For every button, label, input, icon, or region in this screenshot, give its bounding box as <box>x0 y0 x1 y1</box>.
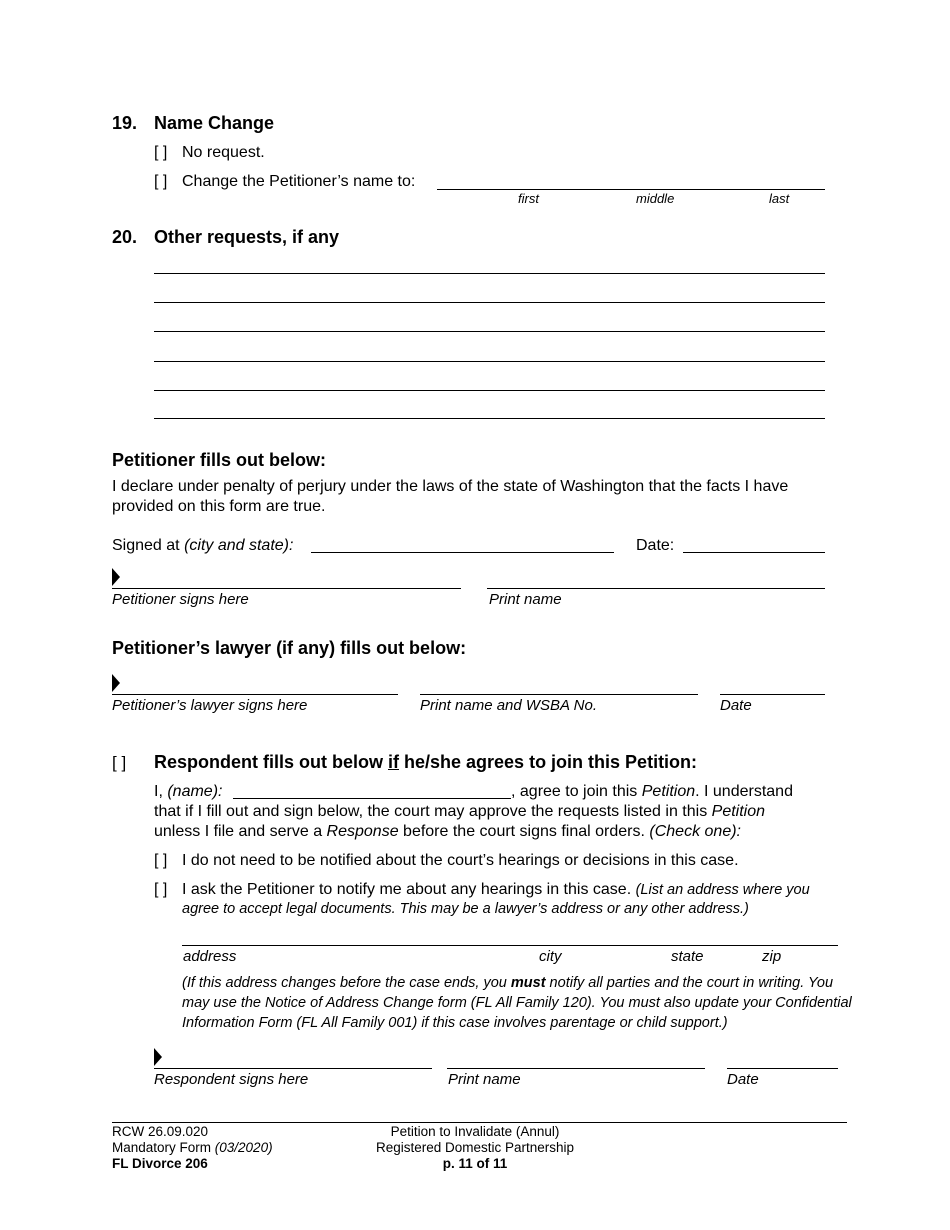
respondent-print-name-caption: Print name <box>448 1071 521 1088</box>
address-note-line-1 <box>182 975 833 991</box>
other-requests-line[interactable] <box>154 302 825 303</box>
respondent-line-1 <box>154 783 222 801</box>
respondent-i: I, <box>154 783 168 800</box>
other-requests-line[interactable] <box>154 361 825 362</box>
respondent-heading-if: if <box>388 752 399 772</box>
new-name-field[interactable] <box>437 189 825 190</box>
change-name-label: Change the Petitioner’s name to: <box>182 173 416 190</box>
respondent-date-field[interactable] <box>727 1068 838 1069</box>
print-name-caption: Print name <box>489 591 562 608</box>
city-state-text: (city and state): <box>184 537 294 554</box>
address-note-line-3: Information Form (FL All Family 001) if this case involves parentage or child support.) <box>182 1015 728 1031</box>
city-caption: city <box>539 948 562 965</box>
first-name-caption: first <box>518 191 539 206</box>
notify-note-line-2: agree to accept legal documents. This may be a lawyer’s address or any other address.) <box>182 901 749 917</box>
footer-title-2: Registered Domestic Partnership <box>375 1140 575 1155</box>
respondent-petition-word: Petition <box>641 783 696 800</box>
petitioner-signature-field[interactable] <box>112 588 461 589</box>
respondent-heading-pre: Respondent fills out below <box>154 752 388 772</box>
footer-divider <box>112 1122 847 1123</box>
lawyer-heading: Petitioner’s lawyer (if any) fills out below: <box>112 638 467 658</box>
signed-at-text: Signed at <box>112 537 180 554</box>
wsba-caption: Print name and WSBA No. <box>420 697 598 714</box>
zip-caption: zip <box>762 948 782 965</box>
respondent-join-checkbox[interactable]: [ ] <box>112 753 127 772</box>
other-requests-line[interactable] <box>154 390 825 391</box>
lawyer-signs-caption: Petitioner’s lawyer signs here <box>112 697 308 714</box>
respondent-response-word: Response <box>326 823 399 840</box>
respondent-line-2 <box>154 803 765 821</box>
respondent-signature-field[interactable] <box>154 1068 432 1069</box>
respondent-line-1-end <box>511 783 793 801</box>
footer-mandatory <box>112 1140 273 1156</box>
other-requests-line[interactable] <box>154 331 825 332</box>
change-name-checkbox[interactable]: [ ] <box>154 173 168 190</box>
other-requests-line[interactable] <box>154 273 825 274</box>
notify-checkbox[interactable]: [ ] <box>154 881 168 898</box>
section-19-title: Name Change <box>154 113 275 133</box>
respondent-line-2-petition: Petition <box>711 803 766 820</box>
notify-note: (List an address where you <box>635 882 810 898</box>
lawyer-print-name-field[interactable] <box>420 694 698 695</box>
sign-here-arrow-icon <box>112 674 120 692</box>
city-state-field[interactable] <box>311 552 614 553</box>
petitioner-heading: Petitioner fills out below: <box>112 450 327 470</box>
sign-here-arrow-icon <box>112 568 120 586</box>
middle-name-caption: middle <box>636 191 675 206</box>
address-note-line-2: may use the Notice of Address Change form (FL All Family 120). You must also update your Confidential <box>182 995 852 1011</box>
footer-title-1: Petition to Invalidate (Annul) <box>390 1124 560 1139</box>
footer-left <box>112 1124 273 1172</box>
no-notify-checkbox[interactable]: [ ] <box>154 852 168 869</box>
last-name-caption: last <box>769 191 790 206</box>
notify-label <box>182 881 810 899</box>
respondent-line-3 <box>154 823 741 841</box>
other-requests-line[interactable] <box>154 418 825 419</box>
petitioner-print-name-field[interactable] <box>487 588 825 589</box>
footer-mandatory-text: Mandatory Form <box>112 1140 215 1155</box>
date-field[interactable] <box>683 552 825 553</box>
address-field[interactable] <box>182 945 838 946</box>
respondent-line-2-text: that if I fill out and sign below, the court may approve the requests listed in this <box>154 803 712 820</box>
state-caption: state <box>671 948 704 965</box>
sign-here-arrow-icon <box>154 1048 162 1066</box>
section-20-title: Other requests, if any <box>154 227 340 247</box>
declaration-line-1: I declare under penalty of perjury under the laws of the state of Washington that the facts I have <box>112 478 789 495</box>
respondent-heading <box>154 752 697 773</box>
footer-page-number: p. 11 of 11 <box>442 1156 508 1171</box>
lawyer-date-field[interactable] <box>720 694 825 695</box>
section-20-number: 20. <box>112 227 138 247</box>
footer-form-id: FL Divorce 206 <box>112 1156 208 1171</box>
petitioner-signs-caption: Petitioner signs here <box>112 591 249 608</box>
address-note-must: must <box>510 975 546 991</box>
section-19-number: 19. <box>112 113 138 133</box>
respondent-signs-caption: Respondent signs here <box>154 1071 309 1088</box>
date-label: Date: <box>636 537 675 554</box>
respondent-understand-text: . I understand <box>695 783 793 800</box>
address-caption: address <box>183 948 237 965</box>
respondent-heading-post: he/she agrees to join this Petition: <box>399 752 698 772</box>
footer-mandatory-date: (03/2020) <box>214 1140 273 1155</box>
respondent-name-field[interactable] <box>233 798 511 799</box>
no-request-label: No request. <box>182 144 265 161</box>
respondent-line-3-pre: unless I file and serve a <box>154 823 327 840</box>
address-note-pre: (If this address changes before the case ends, you <box>182 975 511 991</box>
no-notify-label: I do not need to be notified about the court’s hearings or decisions in this case. <box>182 852 739 869</box>
respondent-print-name-field[interactable] <box>447 1068 705 1069</box>
notify-text: I ask the Petitioner to notify me about any hearings in this case. <box>182 881 632 898</box>
address-note-post: notify all parties and the court in writing. You <box>545 975 834 991</box>
lawyer-signature-field[interactable] <box>112 694 398 695</box>
no-request-checkbox[interactable]: [ ] <box>154 144 168 161</box>
respondent-agree-text: , agree to join this <box>511 783 642 800</box>
respondent-date-caption: Date <box>727 1071 759 1088</box>
footer-rcw: RCW 26.09.020 <box>112 1124 209 1139</box>
lawyer-date-caption: Date <box>720 697 752 714</box>
respondent-name-label: (name): <box>167 783 223 800</box>
declaration-line-2: provided on this form are true. <box>112 498 326 515</box>
respondent-line-3-post: before the court signs final orders. <box>398 823 650 840</box>
footer-center <box>355 1124 595 1172</box>
check-one-text: (Check one): <box>649 823 741 840</box>
signed-at-label <box>112 537 293 555</box>
